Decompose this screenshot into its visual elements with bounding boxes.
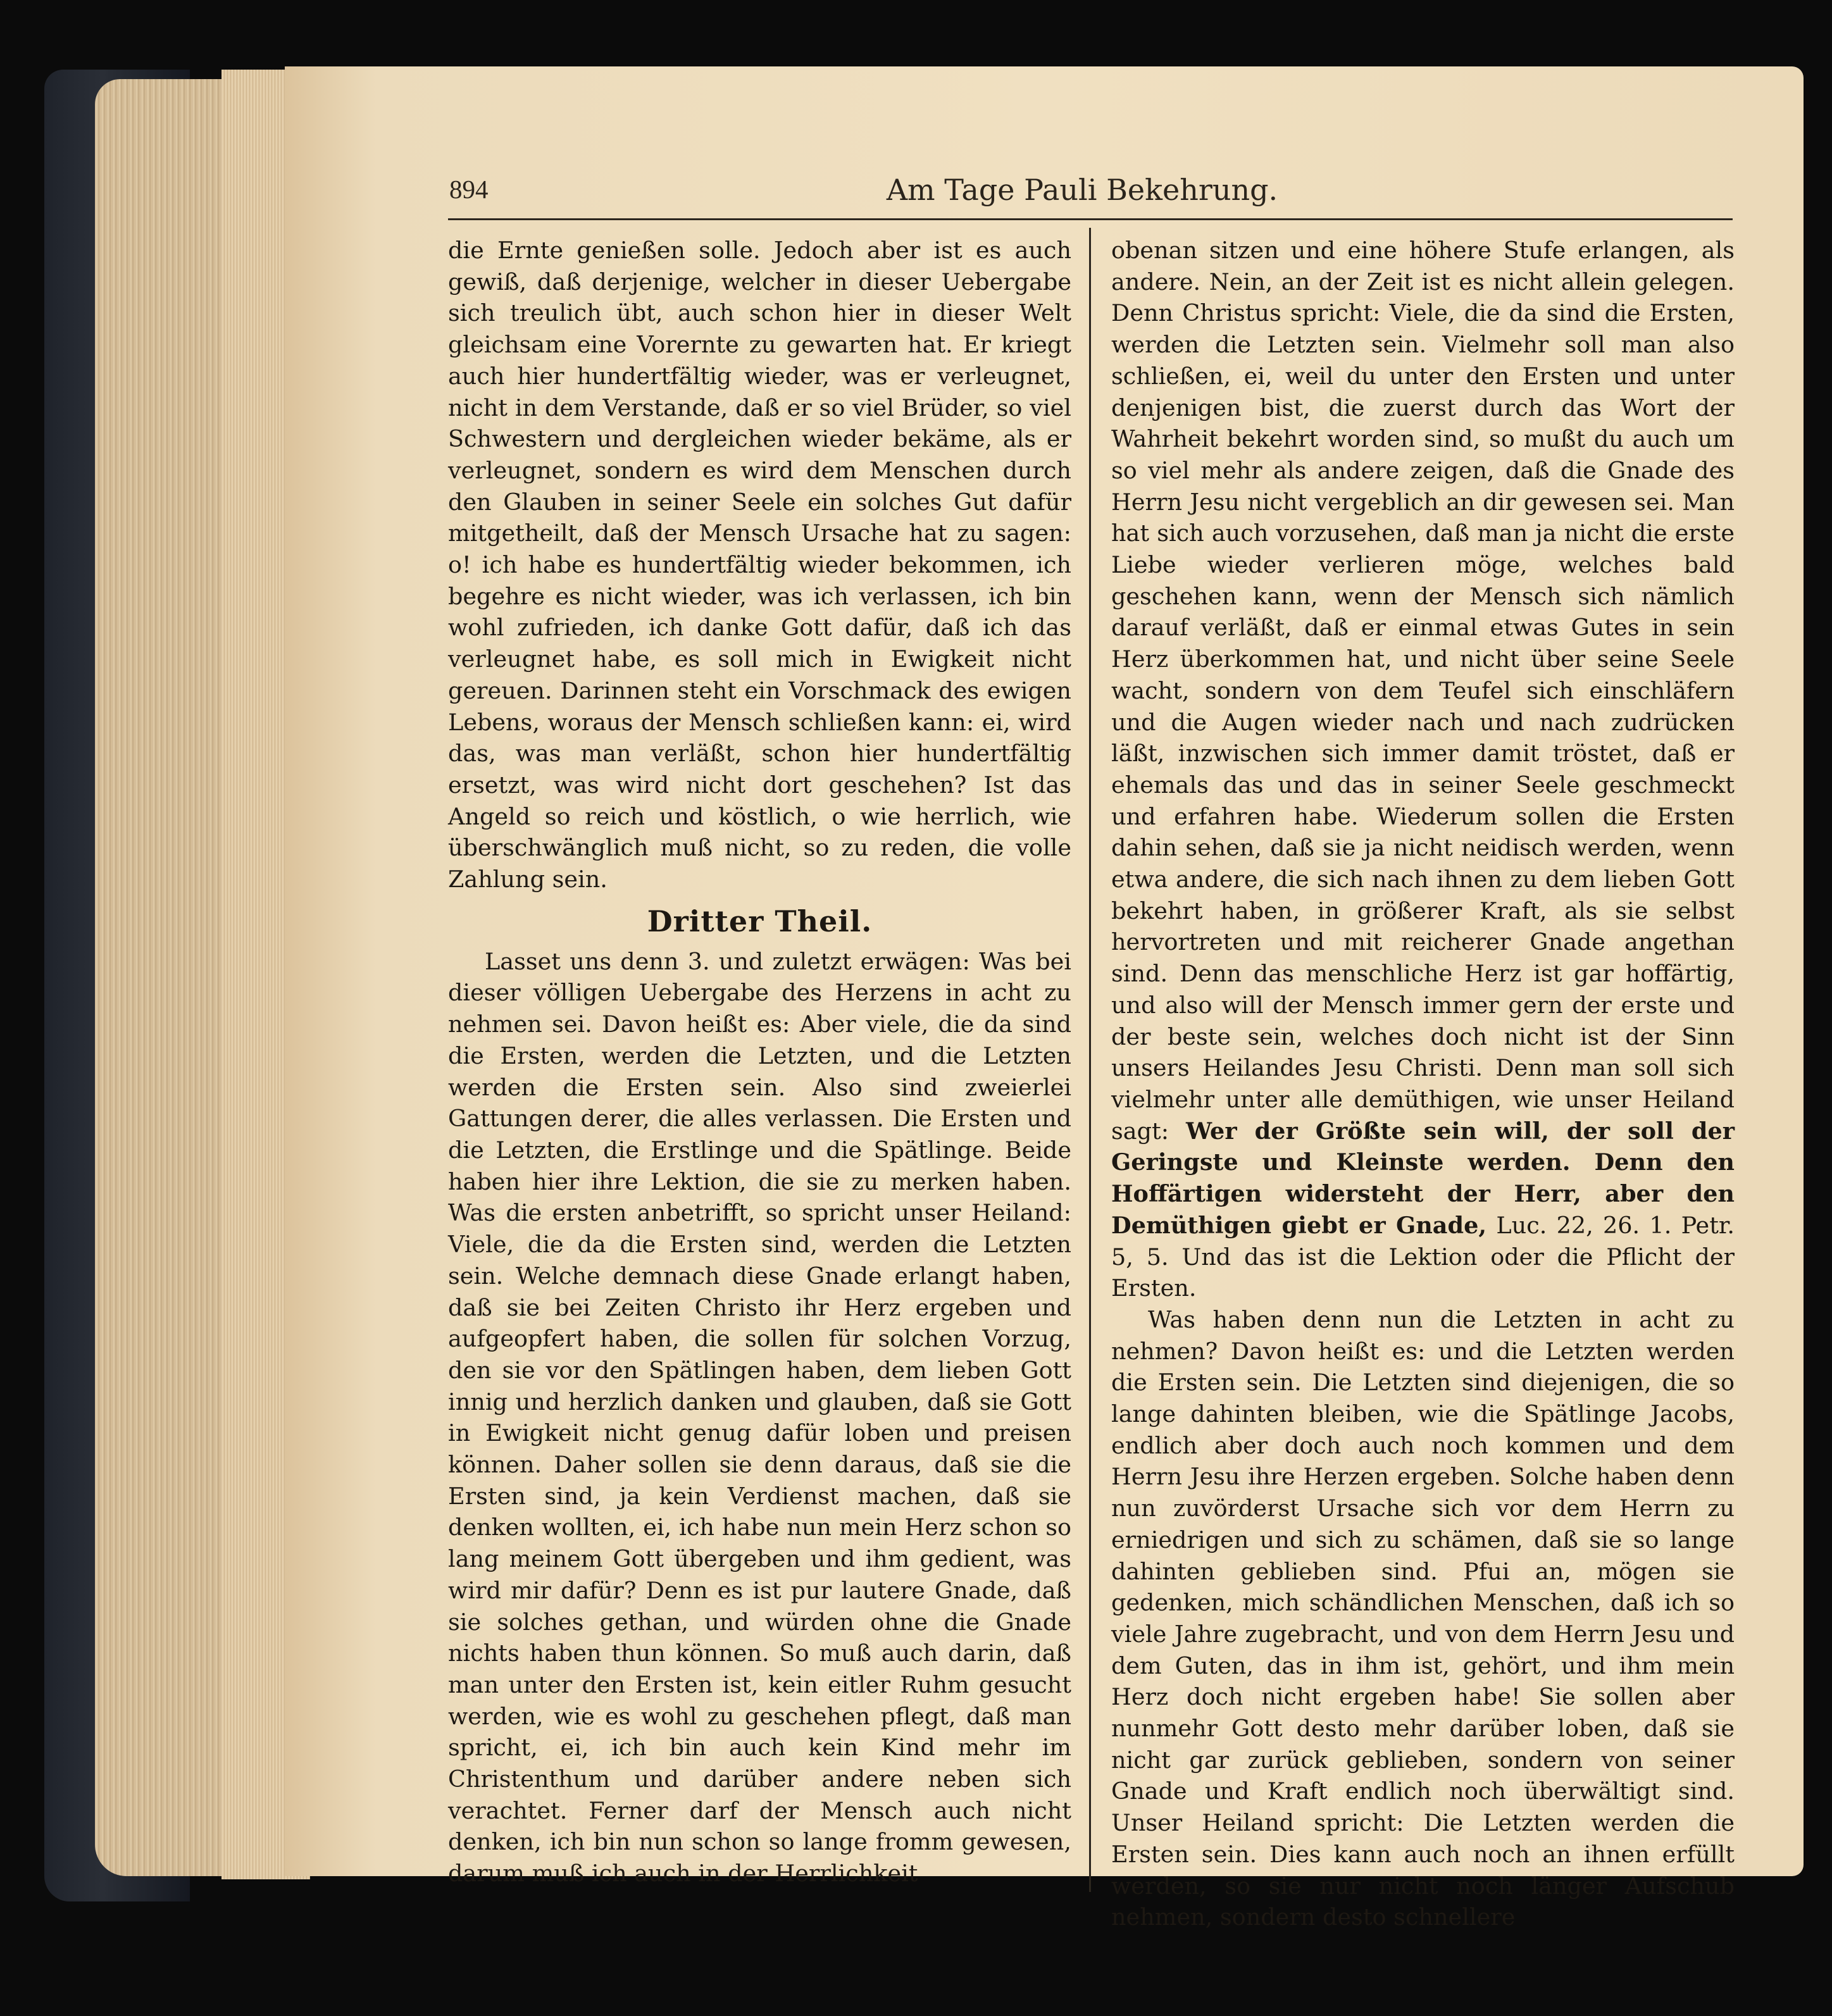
left-paragraph-2: Lasset uns denn 3. und zuletzt erwägen: Was bei dieser völligen Uebergabe des Herzens in acht zu nehmen sei. Davon heißt es: Aber viele, die da sind die Ersten, werden die Letzten, und die Letzten werden die Ersten sein. Also sind zweierlei Gattungen derer, die alles verlassen. Die Ersten und die Letzten, die Erstlinge und die Spätlinge. Beide haben hier ihre Lektion, die sie zu merken haben. Was die ersten anbetrifft, so spricht unser Heiland: Viele, die da die Ersten sind, werden die Letzten sein. Welche demnach diese Gnade erlangt haben, daß sie bei Zeiten Christo ihr Herz ergeben und aufgeopfert haben, die sollen für solchen Vorzug, den sie vor den Spätlingen haben, dem lieben Gott innig und herzlich danken und glauben, daß sie Gott in Ewigkeit nicht genug dafür loben und preisen können. Daher sollen sie denn daraus, daß sie die Ersten sind, ja kein Verdienst machen, daß sie denken wollten, ei, ich habe nun mein Herz schon so lang meinem Gott übergeben und ihm gedient, was wird mir dafür? Denn es ist pur lautere Gnade, daß sie solches gethan, und würden ohne die Gnade nichts haben thun können. So muß auch darin, daß man unter den Ersten ist, kein eitler Ruhm gesucht werden, wie es wohl zu geschehen pflegt, daß man spricht, ei, ich bin auch kein Kind mehr im Christenthum und darüber andere neben sich verachtet. Ferner darf der Mensch auch nicht denken, ich bin nun schon so lange fromm gewesen, darum muß ich auch in der Herrlichkeit bbox=[448, 947, 1071, 1888]
left-column bbox=[448, 235, 1071, 1905]
right-paragraph-1-text: obenan sitzen und eine höhere Stufe erlangen, als andere. Nein, an der Zeit ist es nicht allein gelegen. Denn Christus spricht: Viele, die da sind die Ersten, werden die Letzten sein. Vielmehr soll man also schließen, ei, weil du unter den Ersten und unter denjenigen bist, die zuerst durch das Wort der Wahrheit bekehrt worden sind, so mußt du auch um so viel mehr als andere zeigen, daß die Gnade des Herrn Jesu nicht vergeblich an dir gewesen sei. Man hat sich auch vorzusehen, daß man ja nicht die erste Liebe wieder verlieren möge, welches bald geschehen kann, wenn der Mensch sich nämlich darauf verläßt, daß er einmal etwas Gutes in sein Herz überkommen hat, und nicht über seine Seele wacht, sondern von dem Teufel sich einschläfern und die Augen wieder nach und nach zudrücken läßt, inzwischen sich immer damit tröstet, daß er ehemals das und das in seiner Seele geschmeckt und erfahren habe. Wiederum sollen die Ersten dahin sehen, daß sie ja nicht neidisch werden, wenn etwa andere, die sich nach ihnen zu dem lieben Gott bekehrt haben, in größerer Kraft, als sie selbst hervortreten und mit reicherer Gnade angethan sind. Denn das menschliche Herz ist gar hoffärtig, und also will der Mensch immer gern der erste und der beste sein, welches doch nicht ist der Sinn unsers Heilandes Jesu Christi. Denn man soll sich vielmehr unter alle demüthigen, wie unser Heiland sagt: bbox=[1111, 237, 1735, 1145]
right-column bbox=[1111, 235, 1735, 1931]
running-head: Am Tage Pauli Bekehrung. bbox=[886, 173, 1278, 207]
scripture-quote: Wer der Größte sein will, der soll der Geringste und Kleinste werden. Denn den Hoffärtigen widersteht der Herr, aber den Demüthigen giebt er Gnade, bbox=[1111, 1117, 1735, 1239]
left-paragraph-1: die Ernte genießen solle. Jedoch aber ist es auch gewiß, daß derjenige, welcher in dieser Uebergabe sich treulich übt, auch schon hier in dieser Welt gleichsam eine Vorernte zu gewarten hat. Er kriegt auch hier hundertfältig wieder, was er verleugnet, nicht in dem Verstande, daß er so viel Brüder, so viel Schwestern und dergleichen wieder bekäme, als er verleugnet, sondern es wird dem Menschen durch den Glauben in seiner Seele ein solches Gut dafür mitgetheilt, daß der Mensch Ursache hat zu sagen: o! ich habe es hundertfältig wieder bekommen, ich begehre es nicht wieder, was ich verlassen, ich bin wohl zufrieden, ich danke Gott dafür, daß ich das verleugnet habe, es soll mich in Ewigkeit nicht gereuen. Darinnen steht ein Vorschmack des ewigen Lebens, woraus der Mensch schließen kann: ei, wird das, was man verläßt, schon hier hundertfältig ersetzt, was wird nicht dort geschehen? Ist das Angeld so reich und köstlich, o wie herrlich, wie überschwänglich muß nicht, so zu reden, die volle Zahlung sein. bbox=[448, 237, 1071, 893]
section-heading: Dritter Theil. bbox=[647, 904, 873, 938]
header-rule bbox=[448, 218, 1733, 220]
scripture-reference: Luc. 22, 26. 1. Petr. 5, 5. Und das ist die Lektion oder die Pflicht der Ersten. bbox=[1111, 1211, 1735, 1302]
column-divider bbox=[1089, 228, 1091, 1892]
page-number: 894 bbox=[449, 175, 489, 204]
book-page bbox=[285, 66, 1804, 1931]
right-paragraph-1 bbox=[1111, 235, 1735, 1304]
right-paragraph-2: Was haben denn nun die Letzten in acht zu nehmen? Davon heißt es: und die Letzten werden die Ersten sein. Die Letzten sind diejenigen, die so lange dahinten bleiben, wie die Spätlinge Jacobs, endlich aber doch auch noch kommen und dem Herrn Jesu ihre Herzen ergeben. Solche haben denn nun zuvörderst Ursache sich vor dem Herrn zu erniedrigen und sich zu schämen, daß sie so lange dahinten geblieben sind. Pfui an, mögen sie gedenken, mich schändlichen Menschen, daß ich so viele Jahre zugebracht, und von dem Herrn Jesu und dem Guten, das in ihm ist, gehört, und ihm mein Herz doch nicht ergeben habe! Sie sollen aber nunmehr Gott desto mehr darüber loben, daß sie nicht gar zurück geblieben, sondern von seiner Gnade und Kraft endlich noch überwältigt sind. Unser Heiland spricht: Die Letzten werden die Ersten sein. Dies kann auch noch an ihnen erfüllt werden, so sie nur nicht noch länger Aufschub nehmen, sondern desto schnellere bbox=[1111, 1305, 1735, 1931]
